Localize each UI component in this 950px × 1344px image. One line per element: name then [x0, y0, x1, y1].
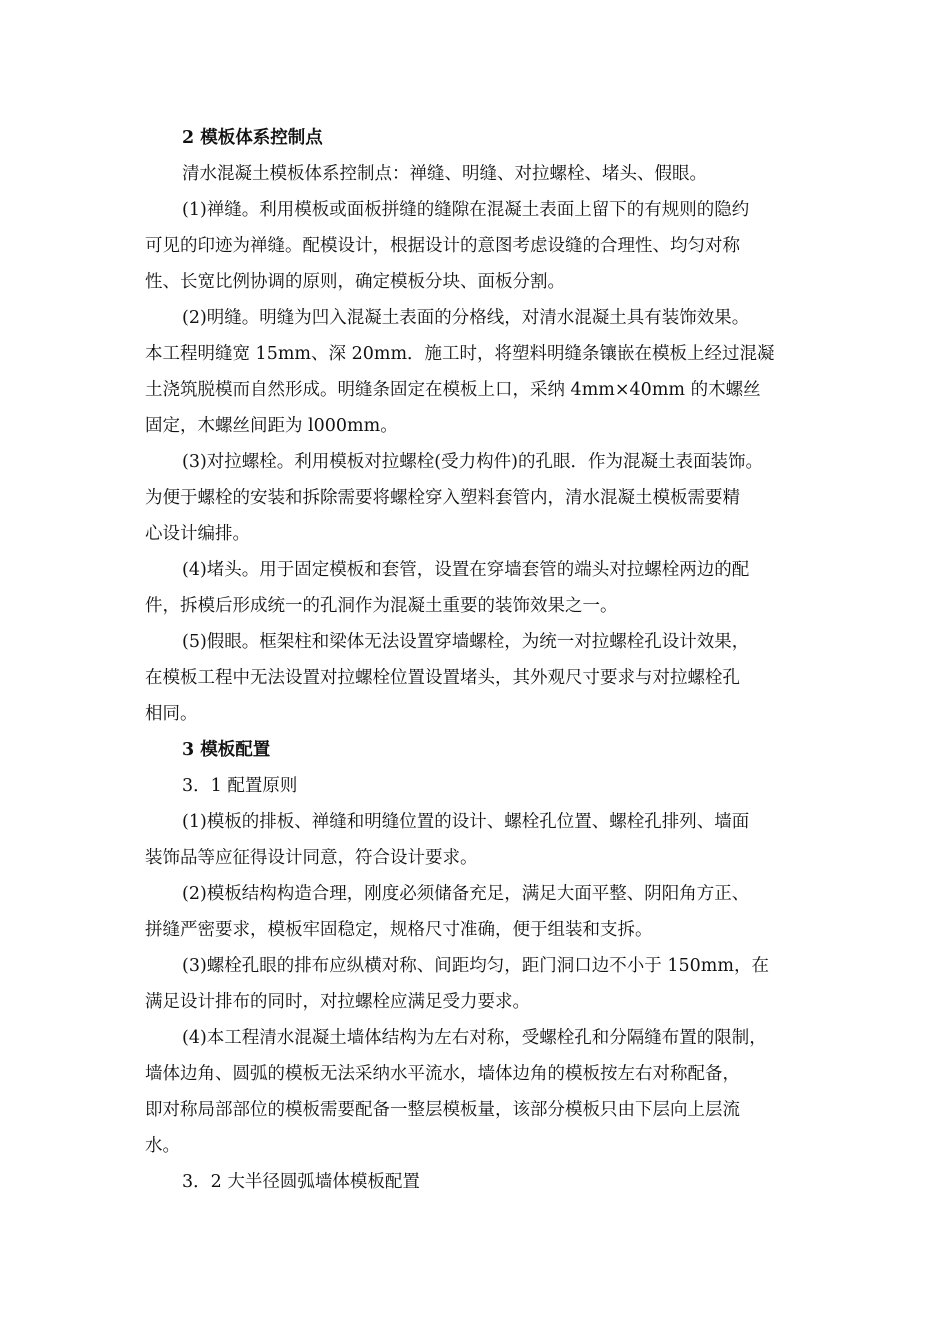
paragraph-line: (1)模板的排板、禅缝和明缝位置的设计、螺栓孔位置、螺栓孔排列、墙面 — [182, 812, 750, 832]
subsection-heading: 3．1 配置原则 — [182, 776, 298, 796]
paragraph-line: 件，拆模后形成统一的孔洞作为混凝土重要的装饰效果之一。 — [145, 596, 618, 616]
paragraph-line: 土浇筑脱模而自然形成。明缝条固定在模板上口，采纳 4mm×40mm 的木螺丝 — [145, 380, 761, 400]
paragraph-line: 满足设计排布的同时，对拉螺栓应满足受力要求。 — [145, 992, 530, 1012]
paragraph-line: (1)禅缝。利用模板或面板拼缝的缝隙在混凝土表面上留下的有规则的隐约 — [182, 200, 750, 220]
paragraph-line: (3)对拉螺栓。利用模板对拉螺栓(受力构件)的孔眼．作为混凝土表面装饰。 — [182, 452, 763, 472]
paragraph-line: 心设计编排。 — [145, 524, 250, 544]
paragraph-line: 清水混凝土模板体系控制点：禅缝、明缝、对拉螺栓、堵头、假眼。 — [182, 164, 707, 184]
paragraph-line: 为便于螺栓的安装和拆除需要将螺栓穿入塑料套管内，清水混凝土模板需要精 — [145, 488, 740, 508]
paragraph-line: 性、长宽比例协调的原则，确定模板分块、面板分割。 — [145, 272, 565, 292]
subsection-heading: 3．2 大半径圆弧墙体模板配置 — [182, 1172, 420, 1192]
paragraph-line: 在模板工程中无法设置对拉螺栓位置设置堵头，其外观尺寸要求与对拉螺栓孔 — [145, 668, 740, 688]
paragraph-line: (3)螺栓孔眼的排布应纵横对称、间距均匀，距门洞口边不小于 150mm，在 — [182, 956, 769, 976]
section-heading: 2 模板体系控制点 — [182, 128, 323, 148]
paragraph-line: 装饰品等应征得设计同意，符合设计要求。 — [145, 848, 478, 868]
paragraph-line: (2)明缝。明缝为凹入混凝土表面的分格线，对清水混凝土具有装饰效果。 — [182, 308, 750, 328]
paragraph-line: 墙体边角、圆弧的模板无法采纳水平流水，墙体边角的模板按左右对称配备， — [145, 1064, 740, 1084]
paragraph-line: 即对称局部部位的模板需要配备一整层模板量，该部分模板只由下层向上层流 — [145, 1100, 740, 1120]
paragraph-line: 本工程明缝宽 15mm、深 20mm．施工时，将塑料明缝条镶嵌在模板上经过混凝 — [145, 344, 775, 364]
paragraph-line: (5)假眼。框架柱和梁体无法设置穿墙螺栓，为统一对拉螺栓孔设计效果， — [182, 632, 750, 652]
paragraph-line: 相同。 — [145, 704, 198, 724]
paragraph-line: 拼缝严密要求，模板牢固稳定，规格尺寸准确，便于组装和支拆。 — [145, 920, 653, 940]
paragraph-line: 可见的印迹为禅缝。配模设计，根据设计的意图考虑设缝的合理性、均匀对称 — [145, 236, 740, 256]
paragraph-line: 水。 — [145, 1136, 180, 1156]
document-page — [145, 120, 820, 1200]
paragraph-line: 固定，木螺丝间距为 l000mm。 — [145, 416, 398, 436]
section-heading: 3 模板配置 — [182, 740, 271, 760]
paragraph-line: (4)本工程清水混凝土墙体结构为左右对称，受螺栓孔和分隔缝布置的限制， — [182, 1028, 767, 1048]
paragraph-line: (4)堵头。用于固定模板和套管，设置在穿墙套管的端头对拉螺栓两边的配 — [182, 560, 750, 580]
paragraph-line: (2)模板结构构造合理，刚度必须储备充足，满足大面平整、阴阳角方正、 — [182, 884, 750, 904]
